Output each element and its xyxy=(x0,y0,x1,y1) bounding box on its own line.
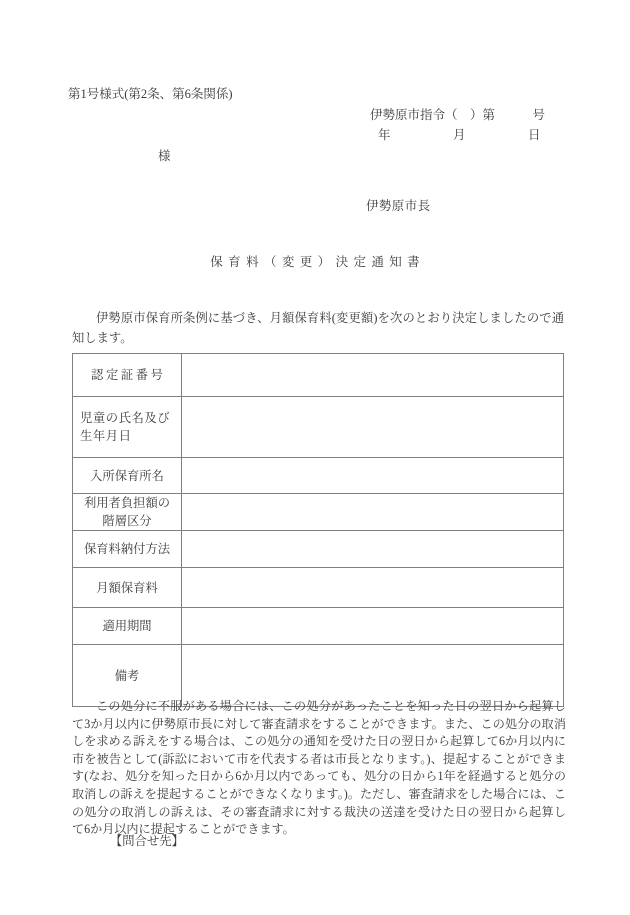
table-row xyxy=(73,354,564,397)
row-value-certificate-number[interactable] xyxy=(182,354,564,397)
row-value-nursery-name[interactable] xyxy=(182,458,564,494)
row-value-monthly-fee[interactable] xyxy=(182,568,564,608)
row-label-payment-method: 保育料納付方法 xyxy=(73,531,182,568)
intro-paragraph: 伊勢原市保育所条例に基づき、月額保育料(変更額)を次のとおり決定しましたので通知します。 xyxy=(72,311,564,345)
date-line: 年 月 日 xyxy=(378,128,541,142)
order-number-line: 伊勢原市指令（ ）第 号 xyxy=(370,108,546,122)
row-value-applicable-period[interactable] xyxy=(182,608,564,645)
table-row xyxy=(73,608,564,645)
row-value-copayment-tier[interactable] xyxy=(182,494,564,531)
table-row xyxy=(73,568,564,608)
contact-heading: 【問合せ先】 xyxy=(110,834,184,848)
document-title: 保育料（変更）決定通知書 xyxy=(210,255,426,269)
decision-details-table xyxy=(72,353,564,707)
row-label-nursery-name: 入所保育所名 xyxy=(73,458,182,494)
row-label-child-name-birthdate: 児童の氏名及び 生年月日 xyxy=(73,397,182,458)
row-value-child-name-birthdate[interactable] xyxy=(182,397,564,458)
addressee-honorific: 様 xyxy=(158,149,171,163)
table-row xyxy=(73,531,564,568)
form-number: 第1号様式(第2条、第6条関係) xyxy=(68,87,233,101)
legal-notice-paragraph: この処分に不服がある場合には、この処分があったことを知った日の翌日から起算して3か月以内に伊勢原市長に対して審査請求をすることができます。また、この処分の取消しを求める訴えをする場合は、この処分の通知を受けた日の翌日から起算して6か月以内に市を被告として(訴訟において市を代表する者は市長となります。)、提起することができます(なお、処分を知った日から6か月以内であっても、処分の日から1年を経過すると処分の取消しの訴えを提起することができなくなります。)。ただし、審査請求をした場合には、この処分の取消しの訴えは、その審査請求に対する裁決の送達を受けた日の翌日から起算して6か月以内に提起することができます。 xyxy=(72,699,566,837)
issuer-name: 伊勢原市長 xyxy=(366,199,431,213)
row-value-payment-method[interactable] xyxy=(182,531,564,568)
row-label-copayment-tier: 利用者負担額の 階層区分 xyxy=(73,494,182,531)
row-label-applicable-period: 適用期間 xyxy=(73,608,182,645)
table-row xyxy=(73,397,564,458)
row-label-certificate-number: 認定証番号 xyxy=(73,354,182,397)
table-row xyxy=(73,494,564,531)
table-row xyxy=(73,458,564,494)
row-label-remarks: 備考 xyxy=(73,645,182,707)
row-label-monthly-fee: 月額保育料 xyxy=(73,568,182,608)
